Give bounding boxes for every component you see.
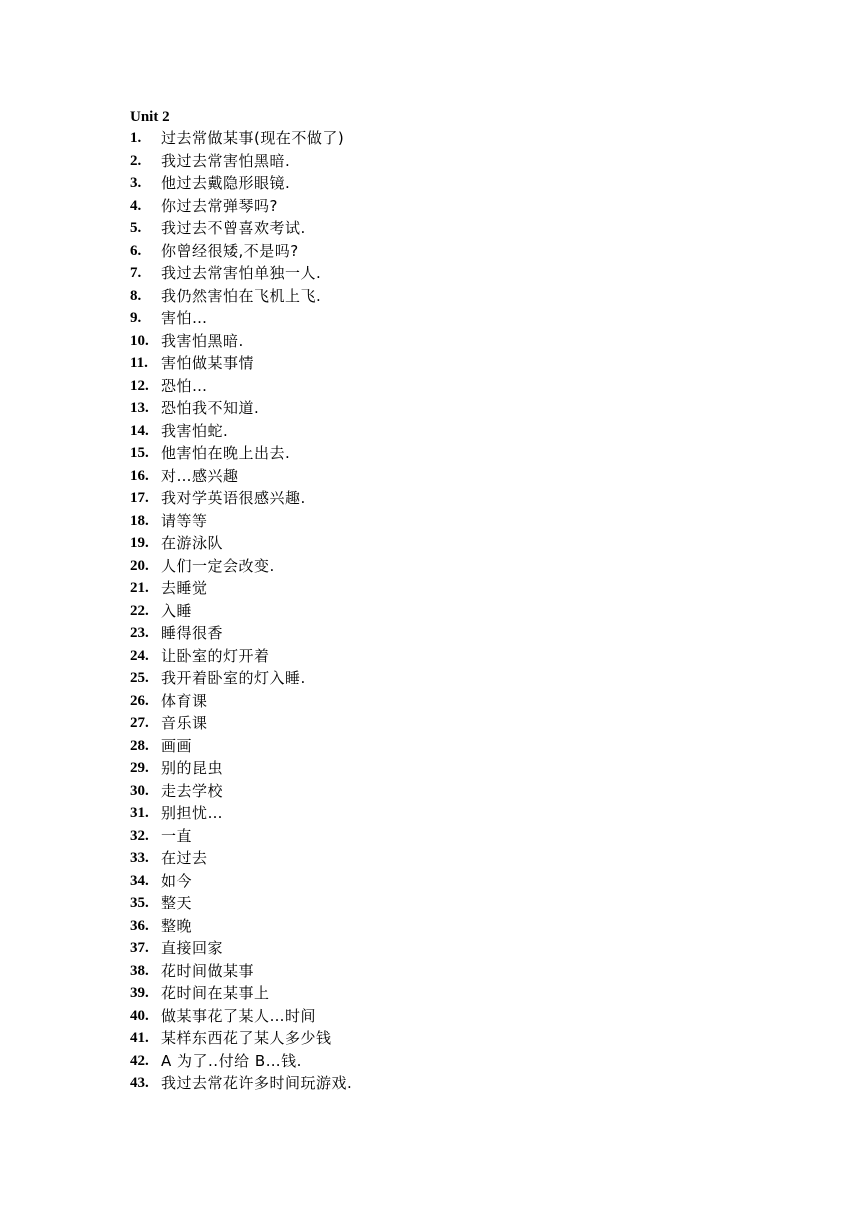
- list-item: [130, 622, 770, 645]
- item-text: 入睡: [161, 601, 193, 620]
- item-number: 24.: [130, 647, 149, 664]
- item-number: 19.: [130, 535, 149, 551]
- item-text: 如今: [161, 871, 193, 890]
- list-item: [130, 532, 770, 555]
- list-item: [130, 195, 770, 218]
- item-text: 去睡觉: [161, 579, 208, 597]
- item-number: 27.: [130, 715, 149, 731]
- item-text: 花时间做某事: [161, 961, 255, 980]
- item-text: 我对学英语很感兴趣.: [161, 489, 306, 507]
- list-item: [130, 690, 770, 713]
- item-number: 12.: [130, 377, 149, 394]
- item-text: 我开着卧室的灯入睡.: [161, 669, 306, 687]
- item-text: 我过去常害怕单独一人.: [161, 264, 322, 282]
- item-number: 25.: [130, 670, 149, 686]
- list-item: [130, 397, 770, 420]
- list-item: [130, 1050, 770, 1073]
- item-text: 走去学校: [161, 781, 224, 800]
- list-item: [130, 735, 770, 758]
- item-number: 43.: [130, 1075, 149, 1091]
- item-text: 睡得很香: [161, 624, 224, 642]
- list-item: [130, 127, 770, 150]
- item-number: 4.: [130, 197, 142, 214]
- item-text: 我害怕黑暗.: [161, 331, 244, 350]
- item-text: A 为了..付给 B…钱.: [161, 1051, 302, 1070]
- list-item: [130, 667, 770, 690]
- item-number: 17.: [130, 490, 149, 506]
- item-text: 我过去常花许多时间玩游戏.: [161, 1074, 353, 1092]
- item-number: 39.: [130, 985, 149, 1001]
- item-text: 对…感兴趣: [161, 466, 239, 485]
- list-item: [130, 487, 770, 510]
- list-item: [130, 802, 770, 825]
- list-item: [130, 510, 770, 533]
- item-number: 14.: [130, 422, 149, 439]
- item-number: 40.: [130, 1007, 149, 1024]
- item-text: 我过去不曾喜欢考试.: [161, 219, 306, 237]
- list-item: [130, 937, 770, 960]
- item-number: 30.: [130, 782, 149, 799]
- list-item: [130, 285, 770, 308]
- document-content: [130, 107, 770, 1095]
- item-text: 某样东西花了某人多少钱: [161, 1029, 332, 1047]
- item-number: 8.: [130, 287, 142, 304]
- item-number: 28.: [130, 737, 149, 754]
- list-item: [130, 150, 770, 173]
- item-number: 36.: [130, 917, 149, 934]
- item-text: 整晚: [161, 916, 193, 935]
- item-text: 我仍然害怕在飞机上飞.: [161, 286, 322, 305]
- item-number: 22.: [130, 602, 149, 619]
- item-text: 花时间在某事上: [161, 984, 270, 1002]
- list-item: [130, 982, 770, 1005]
- list-item: [130, 465, 770, 488]
- list-item: [130, 645, 770, 668]
- item-text: 我过去常害怕黑暗.: [161, 151, 291, 170]
- list-item: [130, 262, 770, 285]
- item-number: 34.: [130, 872, 149, 889]
- item-number: 20.: [130, 557, 149, 574]
- item-text: 他害怕在晚上出去.: [161, 444, 291, 462]
- item-text: 过去常做某事(现在不做了): [161, 129, 345, 147]
- list-item: [130, 960, 770, 983]
- item-number: 7.: [130, 265, 142, 281]
- list-item: [130, 1072, 770, 1095]
- item-text: 体育课: [161, 691, 208, 710]
- item-number: 10.: [130, 332, 149, 349]
- item-text: 在游泳队: [161, 534, 224, 552]
- item-text: 人们一定会改变.: [161, 556, 275, 575]
- item-number: 1.: [130, 130, 142, 146]
- list-item: [130, 780, 770, 803]
- item-number: 29.: [130, 760, 149, 776]
- list-item: [130, 420, 770, 443]
- item-number: 2.: [130, 152, 142, 169]
- list-item: [130, 330, 770, 353]
- list-item: [130, 375, 770, 398]
- list-item: [130, 892, 770, 915]
- list-item: [130, 352, 770, 375]
- item-text: 在过去: [161, 849, 208, 867]
- item-number: 42.: [130, 1052, 149, 1069]
- item-number: 35.: [130, 895, 149, 911]
- list-item: [130, 712, 770, 735]
- list-item: [130, 555, 770, 578]
- item-number: 31.: [130, 805, 149, 821]
- list-item: [130, 1027, 770, 1050]
- item-number: 38.: [130, 962, 149, 979]
- item-text: 他过去戴隐形眼镜.: [161, 174, 291, 192]
- item-text: 做某事花了某人…时间: [161, 1006, 317, 1025]
- item-number: 21.: [130, 580, 149, 596]
- list-item: [130, 600, 770, 623]
- item-text: 别的昆虫: [161, 759, 224, 777]
- item-text: 直接回家: [161, 939, 224, 957]
- list-item: [130, 825, 770, 848]
- item-number: 18.: [130, 512, 149, 529]
- item-number: 5.: [130, 220, 142, 236]
- item-text: 我害怕蛇.: [161, 421, 229, 440]
- item-text: 一直: [161, 826, 193, 845]
- item-number: 33.: [130, 850, 149, 866]
- item-text: 你过去常弹琴吗?: [161, 196, 278, 215]
- item-text: 画画: [161, 736, 193, 755]
- list-item: [130, 757, 770, 780]
- item-text: 音乐课: [161, 714, 208, 732]
- item-text: 请等等: [161, 511, 208, 530]
- list-item: [130, 240, 770, 263]
- unit-title: Unit 2: [130, 109, 170, 125]
- item-number: 15.: [130, 445, 149, 461]
- item-number: 13.: [130, 400, 149, 416]
- item-text: 整天: [161, 894, 193, 912]
- list-item: [130, 847, 770, 870]
- item-text: 恐怕…: [161, 376, 208, 395]
- item-number: 6.: [130, 242, 142, 259]
- item-number: 9.: [130, 310, 142, 326]
- list-item: [130, 172, 770, 195]
- list-item: [130, 217, 770, 240]
- list-item: [130, 442, 770, 465]
- item-number: 3.: [130, 175, 142, 191]
- list-item: [130, 577, 770, 600]
- item-text: 让卧室的灯开着: [161, 646, 270, 665]
- item-number: 11.: [130, 355, 148, 371]
- item-text: 你曾经很矮,不是吗?: [161, 241, 299, 260]
- item-number: 37.: [130, 940, 149, 956]
- item-number: 16.: [130, 467, 149, 484]
- item-number: 41.: [130, 1030, 149, 1046]
- list-item: [130, 307, 770, 330]
- list-item: [130, 870, 770, 893]
- phrase-list: [130, 127, 770, 1095]
- item-text: 恐怕我不知道.: [161, 399, 260, 417]
- item-text: 害怕…: [161, 309, 208, 327]
- item-number: 32.: [130, 827, 149, 844]
- list-item: [130, 1005, 770, 1028]
- item-number: 23.: [130, 625, 149, 641]
- list-item: [130, 915, 770, 938]
- item-text: 害怕做某事情: [161, 354, 255, 372]
- item-text: 别担忧…: [161, 804, 224, 822]
- item-number: 26.: [130, 692, 149, 709]
